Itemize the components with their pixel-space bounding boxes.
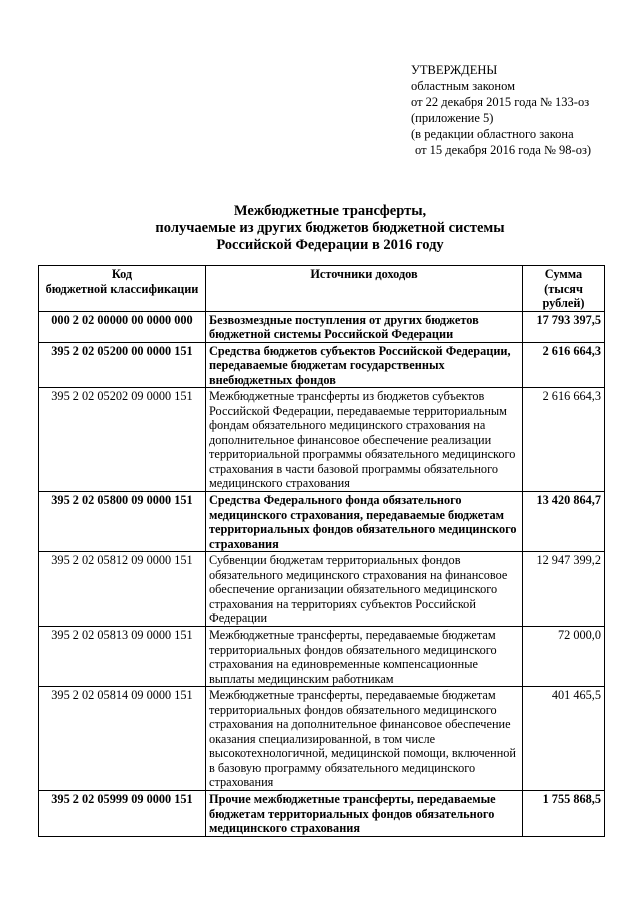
row-code: 395 2 02 05202 09 0000 151 — [39, 388, 206, 492]
header-sum — [523, 266, 605, 312]
approval-line: (приложение 5) — [411, 111, 494, 125]
approval-line: от 15 декабря 2016 года № 98-оз) — [415, 143, 592, 157]
row-sum: 2 616 664,3 — [523, 342, 605, 388]
table-row — [39, 552, 605, 627]
transfers-table — [38, 265, 605, 837]
table-header-row — [39, 266, 605, 312]
row-source: Межбюджетные трансферты из бюджетов субъектов Российской Федерации, передаваемые территориальным фондам обязательного медицинского страхования на дополнительное финансовое обеспечение реализации территориальной программы обязательного медицинского страхования в части базовой программы обязательного медицинского страхования — [206, 388, 523, 492]
header-code-line: Код — [111, 267, 133, 281]
row-code: 395 2 02 05200 00 0000 151 — [39, 342, 206, 388]
title-line: Российской Федерации в 2016 году — [216, 237, 444, 253]
row-sum: 17 793 397,5 — [523, 311, 605, 342]
row-code: 395 2 02 05814 09 0000 151 — [39, 687, 206, 791]
row-source: Безвозмездные поступления от других бюджетов бюджетной системы Российской Федерации — [206, 311, 523, 342]
row-code: 000 2 02 00000 00 0000 000 — [39, 311, 206, 342]
row-source: Средства бюджетов субъектов Российской Федерации, передаваемые бюджетам государственных внебюджетных фондов — [206, 342, 523, 388]
header-sum-line: (тысяч рублей) — [542, 281, 585, 310]
title-line: Межбюджетные трансферты, — [233, 203, 427, 219]
table-row — [39, 627, 605, 687]
row-source: Межбюджетные трансферты, передаваемые бюджетам территориальных фондов обязательного медицинского страхования на единовременные компенсационные выплаты медицинским работникам — [206, 627, 523, 687]
row-sum: 13 420 864,7 — [523, 492, 605, 552]
approval-stamp — [411, 62, 636, 158]
header-sum-line: Сумма — [544, 267, 583, 281]
title-line: получаемые из других бюджетов бюджетной системы — [155, 220, 505, 236]
row-sum: 401 465,5 — [523, 687, 605, 791]
row-sum: 2 616 664,3 — [523, 388, 605, 492]
approval-line: от 22 декабря 2015 года № 133-оз — [411, 95, 590, 109]
approval-heading: УТВЕРЖДЕНЫ — [411, 63, 498, 77]
row-code: 395 2 02 05812 09 0000 151 — [39, 552, 206, 627]
header-code — [39, 266, 206, 312]
header-code-line: бюджетной классификации — [45, 281, 199, 296]
row-source: Средства Федерального фонда обязательного медицинского страхования, передаваемые бюджетам территориальных фондов обязательного медицинского страхования — [206, 492, 523, 552]
table-row — [39, 311, 605, 342]
header-source: Источники доходов — [206, 266, 523, 312]
approval-line: областным законом — [411, 79, 516, 93]
row-code: 395 2 02 05813 09 0000 151 — [39, 627, 206, 687]
table-row — [39, 342, 605, 388]
document-title — [60, 203, 600, 254]
row-code: 395 2 02 05800 09 0000 151 — [39, 492, 206, 552]
row-sum: 12 947 399,2 — [523, 552, 605, 627]
row-source: Прочие межбюджетные трансферты, передаваемые бюджетам территориальных фондов обязательного медицинского страхования — [206, 791, 523, 837]
table-row — [39, 791, 605, 837]
row-code: 395 2 02 05999 09 0000 151 — [39, 791, 206, 837]
table-row — [39, 388, 605, 492]
table-row — [39, 687, 605, 791]
approval-line: (в редакции областного закона — [411, 127, 574, 141]
row-sum: 1 755 868,5 — [523, 791, 605, 837]
row-source: Субвенции бюджетам территориальных фондов обязательного медицинского страхования на финансовое обеспечение организации обязательного медицинского страхования на территориях субъектов Российской Федерации — [206, 552, 523, 627]
table-row — [39, 492, 605, 552]
row-source: Межбюджетные трансферты, передаваемые бюджетам территориальных фондов обязательного медицинского страхования на дополнительное финансовое обеспечение оказания специализированной, в том числе высокотехнологичной, медицинской помощи, включенной в базовую программу обязательного медицинского страхования — [206, 687, 523, 791]
row-sum: 72 000,0 — [523, 627, 605, 687]
